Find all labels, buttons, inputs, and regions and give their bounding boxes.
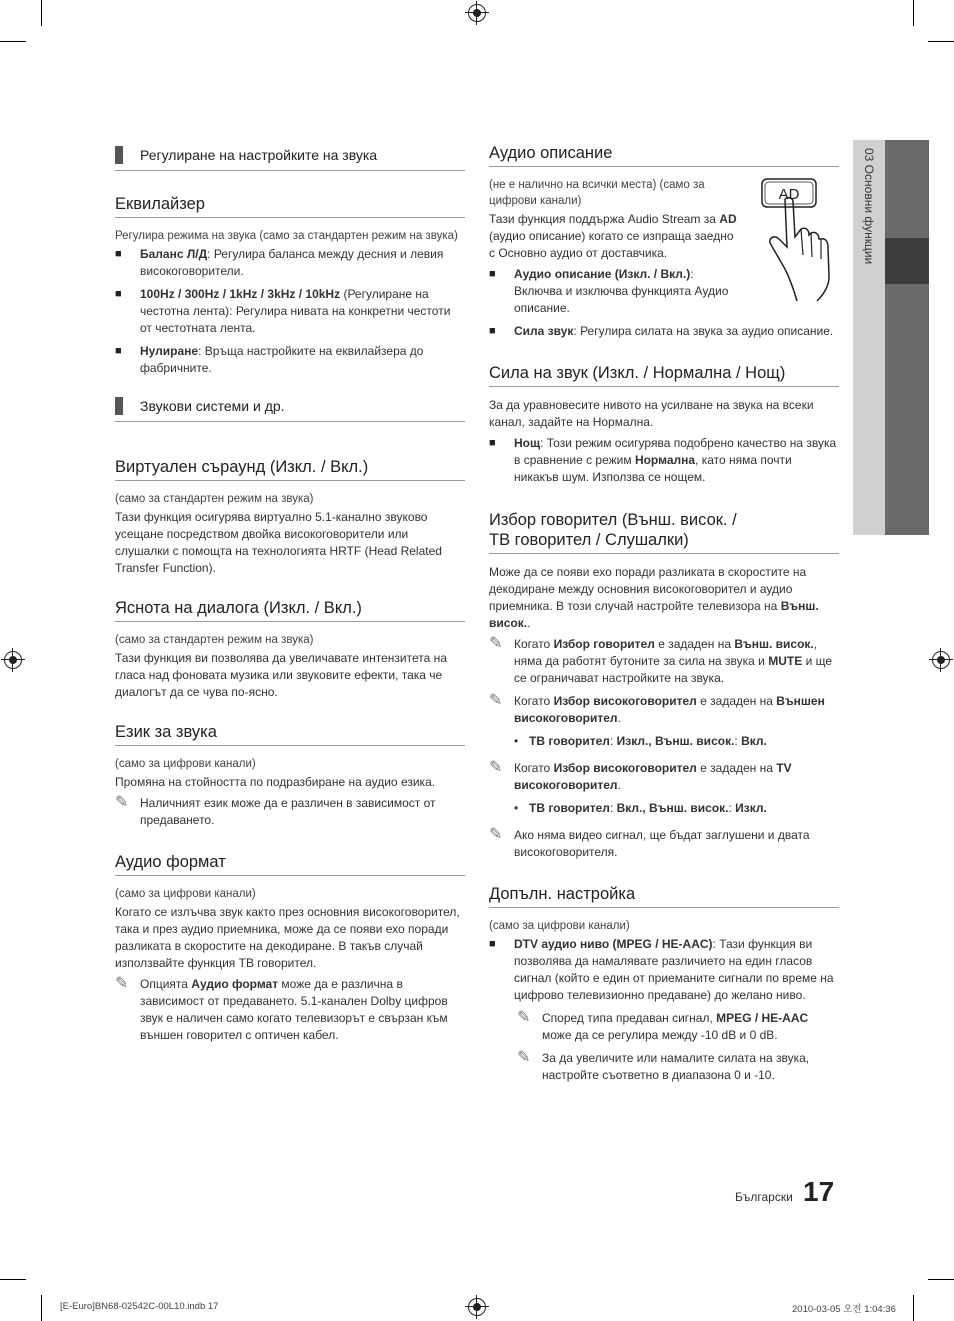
note-item: ✎ Наличният език може да е различен в зависимост от предаването. <box>115 794 436 827</box>
bullet-icon: ■ <box>115 345 122 357</box>
footer-language: Български <box>735 1190 793 1204</box>
note-item: ✎ Ако няма видео сигнал, ще бъдат заглушени и двата високоговорителя. <box>489 826 810 859</box>
sub-list-item: • ТВ говорител: Вкл., Външ. висок.: Изкл. <box>514 801 767 815</box>
bullet-icon: ■ <box>489 437 496 449</box>
print-info-left: [E-Euro]BN68-02542C-00L10.indb 17 <box>60 1301 219 1312</box>
left-column <box>115 144 465 1050</box>
heading-bar-icon <box>115 397 123 415</box>
section-caption: (само за стандартен режим на звука) <box>115 493 314 505</box>
section-caption: (само за стандартен режим на звука) <box>115 634 314 646</box>
subsection-heading: Регулиране на настройките на звука <box>115 144 465 171</box>
section-text: За да уравновесите нивото на усилване на звука на всеки канал, задайте на Нормална. <box>489 398 814 429</box>
section-title: Сила на звук (Изкл. / Нормална / Нощ) <box>489 364 839 387</box>
audio-description-block <box>489 177 839 317</box>
note-item: ✎ За да увеличите или намалите силата на звука, настройте съответно в диапазона 0 и -10. <box>517 1049 810 1082</box>
note-item: ✎ Когато Избор говорител е зададен на Външ. висок., няма да работят бутоните за сила на звука и MUTE и ще се ограничават настройките на звука. <box>489 635 833 685</box>
page-number: 17 <box>803 1176 835 1207</box>
crop-mark <box>928 1279 954 1280</box>
crop-mark <box>0 1279 26 1280</box>
note-icon: ✎ <box>115 794 129 811</box>
registration-mark-icon <box>932 651 950 669</box>
list-item: ■ Баланс Л/Д: Регулира баланса между десния и левия високоговорители. <box>115 247 444 278</box>
section-title: Избор говорител (Външ. висок. / ТВ говорител / Слушалки) <box>489 510 839 554</box>
list-item: ■ Нощ: Този режим осигурява подобрено качество на звука в сравнение с режим Нормална, като няма почти никакъв шум. Използва се нощем. <box>489 436 837 484</box>
section-text: Може да се появи ехо поради разликата в скоростите на декодиране между основния високоговорител и аудио приемника. В този случай настройте телевизора на Външ. висок.. <box>489 565 819 630</box>
section-caption: (само за цифрови канали) <box>115 888 256 900</box>
heading-bar-icon <box>115 146 123 164</box>
ad-button-label: AD <box>778 186 800 203</box>
crop-mark <box>41 0 42 26</box>
note-icon: ✎ <box>489 826 503 843</box>
bullet-icon: ■ <box>489 268 496 280</box>
list-item: ■ DTV аудио ниво (MPEG / HE-AAC): Тази функция ви позволява да намалявате различието на един гласов сигнал (който е един от приеманите сигнали по време на цифрово телевизионно предаване) до желано ниво. <box>489 937 834 1002</box>
bullet-icon: ■ <box>115 288 122 300</box>
list-item: ■ 100Hz / 300Hz / 1kHz / 3kHz / 10kHz (Регулиране на честотна лента): Регулира нивата на конкретни честоти от честотната лента. <box>115 287 451 335</box>
section-text: Тази функция осигурява виртуално 5.1-канално звуково усещане посредством двойка високоговорители или слушалки с помощта на технологията HRTF (Head Related Transfer Function). <box>115 510 442 575</box>
section-title: Аудио описание <box>489 144 839 167</box>
registration-mark-icon <box>468 4 486 22</box>
section-text: Промяна на стойността по подразбиране на аудио езика. <box>115 775 436 789</box>
section-title: Виртуален съраунд (Изкл. / Вкл.) <box>115 458 465 481</box>
crop-mark <box>913 1295 914 1321</box>
sub-list-item: • ТВ говорител: Изкл., Външ. висок.: Вкл. <box>514 734 767 748</box>
note-icon: ✎ <box>489 759 503 776</box>
section-caption: Регулира режима на звука (само за стандартен режим на звука) <box>115 230 458 242</box>
note-icon: ✎ <box>517 1009 531 1026</box>
list-item: ■ Аудио описание (Изкл. / Вкл.): Включва и изключва функцията Аудио описание. <box>489 267 729 315</box>
section-caption: (само за цифрови канали) <box>489 920 630 932</box>
bullet-icon: ■ <box>489 938 496 950</box>
note-item: ✎ Когато Избор високоговорител е зададен на Външен високоговорител. <box>489 692 825 725</box>
crop-mark <box>41 1295 42 1321</box>
section-title: Еквилайзер <box>115 195 465 218</box>
list-item: ■ Сила звук: Регулира силата на звука за аудио описание. <box>489 324 834 338</box>
crop-mark <box>913 0 914 26</box>
section-caption: (само за цифрови канали) <box>115 758 256 770</box>
ad-button-hand-icon <box>757 177 841 305</box>
note-icon: ✎ <box>517 1049 531 1066</box>
print-info-right: 2010-03-05 오전 1:04:36 <box>792 1304 896 1315</box>
bullet-icon: ■ <box>489 325 496 337</box>
bullet-icon: ■ <box>115 248 122 260</box>
section-text: Тази функция поддържа Audio Stream за AD (аудио описание) когато се изпраща заедно с Основно аудио от доставчика. <box>489 212 737 260</box>
section-title: Яснота на диалога (Изкл. / Вкл.) <box>115 599 465 622</box>
crop-mark <box>928 41 954 42</box>
note-icon: ✎ <box>489 692 503 709</box>
note-icon: ✎ <box>489 635 503 652</box>
section-caption: (не е налично на всички места) (само за цифрови канали) <box>489 179 705 207</box>
dot-icon: • <box>514 734 519 748</box>
registration-mark-icon <box>4 651 22 669</box>
note-item: ✎ Опцията Аудио формат може да е различна в зависимост от предаването. 5.1-канален Dolby цифров звук е наличен само когато телевизорът е свързан към външен говорител с оптичен кабел. <box>115 975 448 1042</box>
crop-mark <box>0 41 26 42</box>
dot-icon: • <box>514 801 519 815</box>
subsection-heading: Звукови системи и др. <box>115 395 465 422</box>
section-title: Аудио формат <box>115 853 465 876</box>
list-item: ■ Нулиране: Връща настройките на еквилайзера до фабричните. <box>115 344 424 375</box>
chapter-tab-dark <box>885 140 929 535</box>
section-title: Език за звука <box>115 723 465 746</box>
note-item: ✎ Според типа предаван сигнал, MPEG / HE-AAC може да се регулира между -10 dB и 0 dB. <box>517 1009 809 1042</box>
note-item: ✎ Когато Избор високоговорител е зададен на TV високоговорител. <box>489 759 792 792</box>
right-column <box>489 144 839 1090</box>
registration-mark-icon <box>468 1298 486 1316</box>
section-title: Допълн. настройка <box>489 885 839 908</box>
section-text: Тази функция ви позволява да увеличавате интензитета на гласа над фоновата музика или звуковите ефекти, така че диалогът да се чува по-ясно. <box>115 651 447 699</box>
chapter-label: 03 Основни функции <box>862 148 876 265</box>
section-text: Когато се излъчва звук както през основния високоговорител, така и през аудио приемника, може да се появи ехо поради разликата в скоростите на декодиране. В такъв случай използвайте функция ТВ говорител. <box>115 905 460 970</box>
note-icon: ✎ <box>115 975 129 992</box>
